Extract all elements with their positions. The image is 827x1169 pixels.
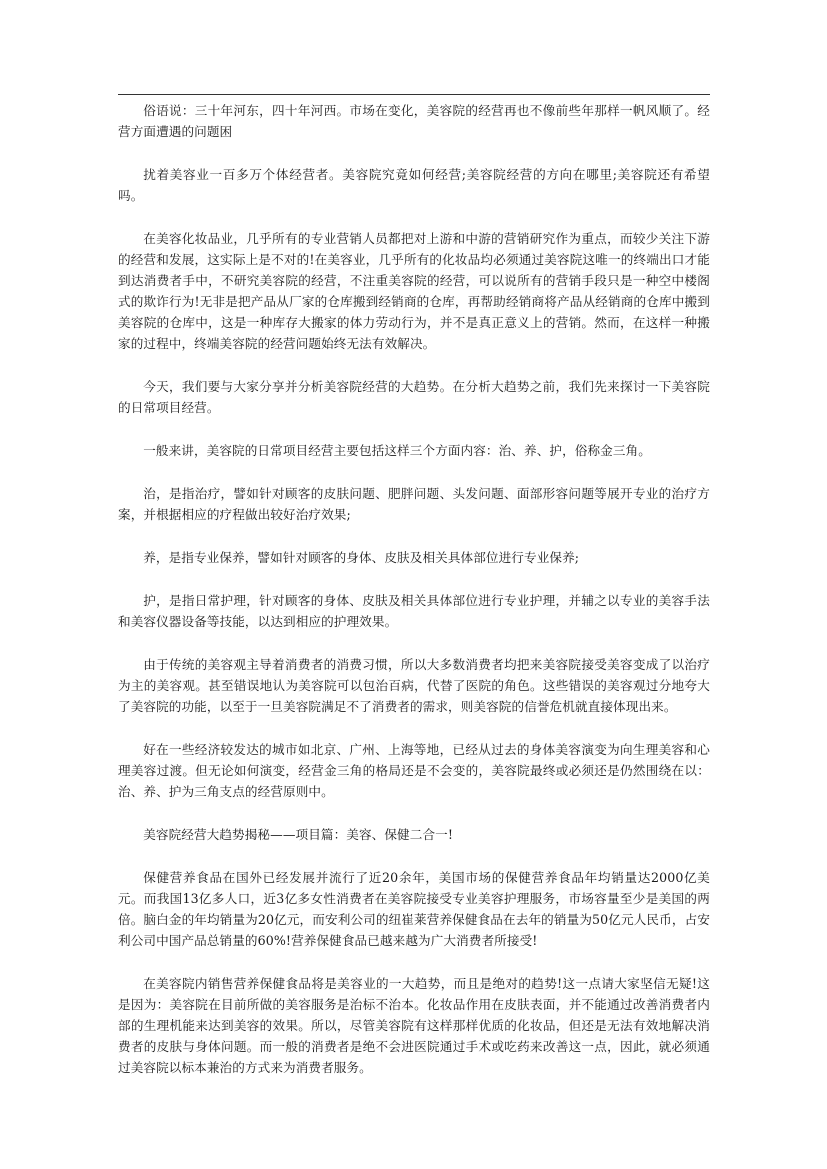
paragraph: 治，是指治疗，譬如针对顾客的皮肤问题、肥胖问题、头发问题、面部形容问题等展开专业的治疗方案，并根据相应的疗程做出较好治疗效果; [118, 486, 710, 522]
paragraph: 俗语说：三十年河东，四十年河西。市场在变化，美容院的经营再也不像前些年那样一帆风顺了。经营方面遭遇的问题困 [118, 103, 710, 139]
paragraph: 在美容化妆品业，几乎所有的专业营销人员都把对上游和中游的营销研究作为重点，而较少关注下游的经营和发展，这实际上是不对的!在美容业，几乎所有的化妆品均必须通过美容院这唯一的终端出口才能到达消费者手中，不研究美容院的经营，不注重美容院的经营，可以说所有的营销手段只是一种空中楼阁式的欺诈行为!无非是把产品从厂家的仓库搬到经销商的仓库，再帮助经销商将产品从经销商的仓库中搬到美容院的仓库中，这是一种库存大搬家的体力劳动行为，并不是真正意义上的营销。然而，在这样一种搬家的过程中，终端美容院的经营问题始终无法有效解决。 [118, 231, 710, 351]
header-rule [118, 94, 710, 95]
paragraph: 保健营养食品在国外已经发展并流行了近20余年，美国市场的保健营养食品年均销量达2000亿美元。而我国13亿多人口，近3亿多女性消费者在美容院接受专业美容护理服务，市场容量至少是美国的两倍。脑白金的年均销量为20亿元，而安利公司的纽崔莱营养保健食品在去年的销量为50亿元人民币，占安利公司中国产品总销量的60%!营养保健食品已越来越为广大消费者所接受! [118, 870, 710, 948]
paragraph: 扰着美容业一百多万个体经营者。美容院究竟如何经营;美容院经营的方向在哪里;美容院还有希望吗。 [118, 167, 710, 203]
paragraph: 养，是指专业保养，譬如针对顾客的身体、皮肤及相关具体部位进行专业保养; [143, 550, 580, 565]
article-body [118, 100, 710, 1100]
paragraph: 今天，我们要与大家分享并分析美容院经营的大趋势。在分析大趋势之前，我们先来探讨一下美容院的日常项目经营。 [118, 379, 710, 415]
paragraph: 在美容院内销售营养保健食品将是美容业的一大趋势，而且是绝对的趋势!这一点请大家坚信无疑!这是因为：美容院在目前所做的美容服务是治标不治本。化妆品作用在皮肤表面，并不能通过改善消费者内部的生理机能来达到美容的效果。所以，尽管美容院有这样那样优质的化妆品，但还是无法有效地解决消费者的皮肤与身体问题。而一般的消费者是绝不会进医院通过手术或吃药来改善这一点，因此，就必须通过美容院以标本兼治的方式来为消费者服务。 [118, 976, 710, 1075]
paragraph: 一般来讲，美容院的日常项目经营主要包括这样三个方面内容：治、养、护，俗称金三角。 [143, 443, 651, 458]
section-heading: 美容院经营大趋势揭秘——项目篇：美容、保健二合一! [143, 827, 453, 842]
paragraph: 由于传统的美容观主导着消费者的消费习惯，所以大多数消费者均把来美容院接受美容变成了以治疗为主的美容观。甚至错误地认为美容院可以包治百病，代替了医院的角色。这些错误的美容观过分地夸大了美容院的功能，以至于一旦美容院满足不了消费者的需求，则美容院的信誉危机就直接体现出来。 [118, 657, 710, 714]
paragraph: 护，是指日常护理，针对顾客的身体、皮肤及相关具体部位进行专业护理，并辅之以专业的美容手法和美容仪器设备等技能，以达到相应的护理效果。 [118, 593, 710, 629]
paragraph: 好在一些经济较发达的城市如北京、广州、上海等地，已经从过去的身体美容演变为向生理美容和心理美容过渡。但无论如何演变，经营金三角的格局还是不会变的，美容院最终或必须还是仍然围绕在以：治、养、护为三角支点的经营原则中。 [118, 742, 710, 799]
